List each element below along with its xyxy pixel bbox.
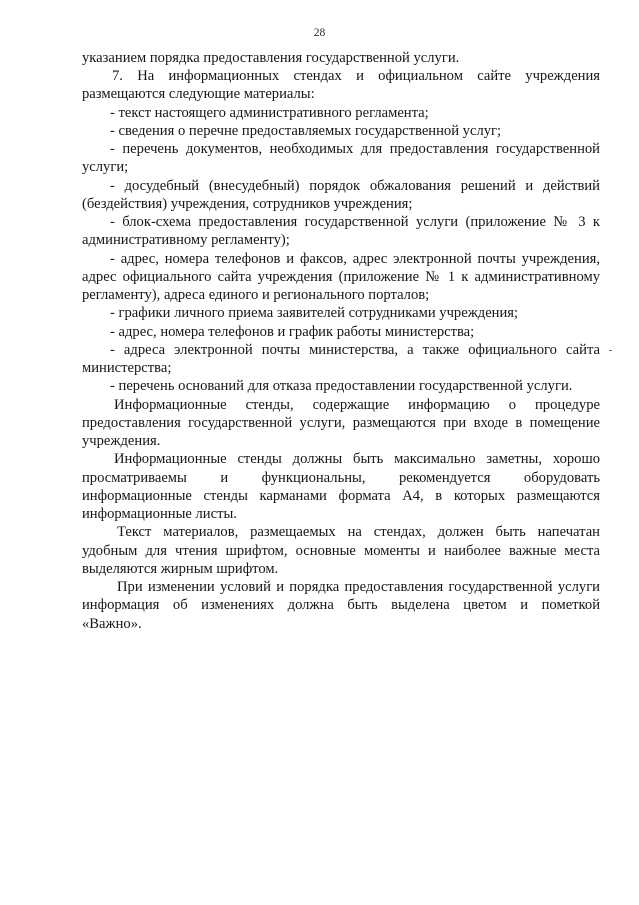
text-line: (бездействия) учреждения, сотрудников учреждения; bbox=[82, 196, 413, 212]
text-line: - адрес, номера телефонов и факсов, адрес электронной почты учреждения, bbox=[110, 251, 600, 267]
text-line: Информационные стенды должны быть максимально заметны, хорошо bbox=[114, 451, 600, 467]
text-line: Информационные стенды, содержащие информацию о процедуре bbox=[114, 397, 600, 413]
text-line: выделяются жирным шрифтом. bbox=[82, 561, 279, 577]
text-line: - адрес, номера телефонов и график работы министерства; bbox=[110, 324, 475, 340]
scan-margin-mark bbox=[609, 350, 612, 351]
text-line: адрес официального сайта учреждения (приложение № 1 к административному bbox=[82, 269, 600, 285]
text-line: - адреса электронной почты министерства, а также официального сайта bbox=[110, 342, 600, 358]
text-line: информационные листы. bbox=[82, 506, 237, 522]
text-line: административному регламенту); bbox=[82, 232, 290, 248]
text-line: Текст материалов, размещаемых на стендах, должен быть напечатан bbox=[117, 524, 600, 540]
text-line: предоставления государственной услуги, размещаются при входе в помещение bbox=[82, 415, 600, 431]
text-line: - перечень оснований для отказа предоставлении государственной услуги. bbox=[110, 378, 573, 394]
text-line: учреждения. bbox=[82, 433, 161, 449]
text-line: - блок-схема предоставления государственной услуги (приложение № 3 к bbox=[110, 214, 600, 230]
page-number: 28 bbox=[313, 27, 326, 39]
text-line: - досудебный (внесудебный) порядок обжалования решений и действий bbox=[110, 178, 600, 194]
text-line: - перечень документов, необходимых для предоставления государственной bbox=[110, 141, 600, 157]
text-line: министерства; bbox=[82, 360, 172, 376]
text-line: информационные стенды карманами формата А4, в которых размещаются bbox=[82, 488, 600, 504]
text-line: регламенту), адреса единого и регионального порталов; bbox=[82, 287, 430, 303]
text-line: «Важно». bbox=[82, 616, 142, 632]
text-line: удобным для чтения шрифтом, основные моменты и наиболее важные места bbox=[82, 543, 600, 559]
text-line: указанием порядка предоставления государственной услуги. bbox=[82, 50, 460, 66]
text-line: просматриваемы и функциональны, рекомендуется оборудовать bbox=[82, 470, 600, 486]
text-line: информация об изменениях должна быть выделена цветом и пометкой bbox=[82, 597, 600, 613]
text-line: 7. На информационных стендах и официальном сайте учреждения bbox=[112, 68, 600, 84]
text-line: услуги; bbox=[82, 159, 129, 175]
text-line: - текст настоящего административного регламента; bbox=[110, 105, 429, 121]
text-line: размещаются следующие материалы: bbox=[82, 86, 315, 102]
text-line: При изменении условий и порядка предоставления государственной услуги bbox=[117, 579, 600, 595]
text-line: - сведения о перечне предоставляемых государственной услуг; bbox=[110, 123, 502, 139]
text-line: - графики личного приема заявителей сотрудниками учреждения; bbox=[110, 305, 519, 321]
